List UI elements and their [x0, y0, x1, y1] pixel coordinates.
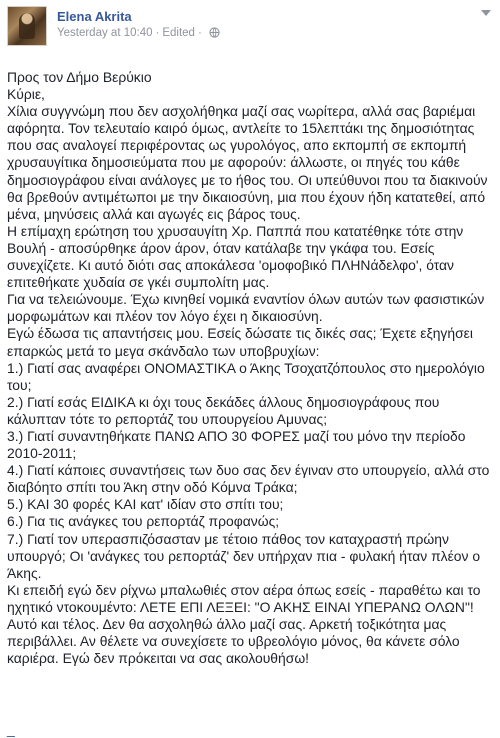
- post-body: [7, 69, 497, 667]
- globe-icon[interactable]: [209, 27, 220, 38]
- avatar[interactable]: [7, 6, 47, 46]
- post-paragraph: 7.) Γιατί τον υπερασπιζόσασταν με τέτοιο πάθος τον καταχραστή πρώην υπουργό; Οι 'ανάγκες του ρεπορτάζ' δεν υπήρχαν πια - φυλακή ήταν πλέον ο Άκης.: [7, 530, 484, 581]
- post-paragraph: 3.) Γιατί συναντηθήκατε ΠΑΝΩ ΑΠΟ 30 ΦΟΡΕΣ μαζί του μόνο την περίοδο 2010-2011;: [7, 427, 470, 462]
- edited-label[interactable]: Edited: [162, 27, 195, 39]
- post-paragraph: Κύριε,: [7, 86, 45, 103]
- post-header: [7, 6, 493, 52]
- truncated-link-line[interactable]: _: [7, 721, 15, 737]
- post-paragraph: Για να τελειώνουμε. Έχω κινηθεί νομικά εναντίον όλων αυτών των φασιστικών μορφωμάτων και πλέον τον λόγο έχει η δικαιοσύνη.: [7, 291, 489, 325]
- post-timestamp[interactable]: Yesterday at 10:40: [57, 27, 153, 39]
- post-paragraph: Κι επειδή εγώ δεν ρίχνω μπαλωθιές στον αέρα όπως εσείς - παραθέτω και το ηχητικό ντοκουμέντο: ΛΕΤΕ ΕΠΙ ΛΕΞΕΙ: "Ο ΑΚΗΣ ΕΙΝΑΙ ΥΠΕΡΑΝΩ ΟΛΩΝ"! Αυτό και τέλος. Δεν θα ασχοληθώ άλλο μαζί σας. Αρκετή τοξικότητα μας περιβάλλει. Αν θέλετε να συνεχίσετε το υβρεολόγιο μόνος, θα κάνετε σόλο καριέρα. Εγώ δεν πρόκειται να σας ακολουθήσω!: [7, 581, 485, 667]
- post-paragraph: 1.) Γιατί σας αναφέρει ΟΝΟΜΑΣΤΙΚΑ ο Άκης Τσοχατζόπουλος στο ημερολόγιο του;: [7, 359, 489, 393]
- post-paragraph: 6.) Για τις ανάγκες του ρεπορτάζ προφανώς;: [7, 513, 280, 530]
- meta-separator: ·: [155, 27, 160, 39]
- avatar-figure: [19, 13, 35, 39]
- post-paragraph: Εγώ έδωσα τις απαντήσεις μου. Εσείς δώσατε τις δικές σας; Έχετε εξηγήσει επαρκώς μετά το μεγα σκάνδαλο των υποβρυχίων:: [7, 325, 477, 359]
- post-paragraph: 4.) Γιατί κάποιες συναντήσεις των δυο σας δεν έγιναν στο υπουργείο, αλλά στο διαβόητο σπίτι του Άκη στην οδό Κόμνα Τράκα;: [7, 462, 494, 496]
- post-paragraph: Χίλια συγγνώμη που δεν ασχολήθηκα μαζί σας νωρίτερα, αλλά σας βαριέμαι αφόρητα. Τον τελευταίο καιρό όμως, αντλείτε το 15λεπτάκι της δημοσιότητας που σας αναλογεί περιφέροντας ως γυρολόγος, απο εκπομπή σε εκπομπή χρυσαυγίτικα δημοσιεύματα που με αφορούν: άλλωστε, οι πηγές του κάθε δημοσιογράφου είναι ανάλογες με το ήθος του. Οι υπεύθυνοι που τα διακινούν θα βρεθούν αντιμέτωποι με την δικαιοσύνη, μια που έχουν ήδη κατατεθεί, από μένα, μηνύσεις αλλά και αγωγές εις βάρος τους.: [7, 103, 492, 222]
- chevron-down-icon[interactable]: [481, 10, 491, 16]
- post-paragraph: 2.) Γιατί εσάς ΕΙΔΙΚΑ κι όχι τους δεκάδες άλλους δημοσιογράφους που κάλυπταν τότε το ρεπορτάζ του υπουργείου Αμυνας;: [7, 393, 444, 427]
- meta-separator-2: ·: [197, 27, 202, 39]
- post-paragraph: Προς τον Δήμο Βερύκιο: [7, 69, 152, 85]
- author-name[interactable]: Elena Akrita: [57, 9, 132, 24]
- post-meta: [57, 27, 220, 39]
- post-paragraph: Η επίμαχη ερώτηση του χρυσαυγίτη Χρ. Παππά που κατατέθηκε τότε στην Βουλή - αποσύρθηκε άρον άρον, όταν κατάλαβε την γκάφα του. Εσείς συνεχίζετε. Κι αυτό διότι σας αποκάλεσα 'ομοφοβικό ΠΛΗΝάδελφο', όταν επιτεθήκατε χυδαία σε γκέι συμπολίτη μας.: [7, 222, 468, 291]
- post-paragraph: 5.) ΚΑΙ 30 φορές ΚΑΙ κατ' ιδίαν στο σπίτι του;: [7, 496, 284, 513]
